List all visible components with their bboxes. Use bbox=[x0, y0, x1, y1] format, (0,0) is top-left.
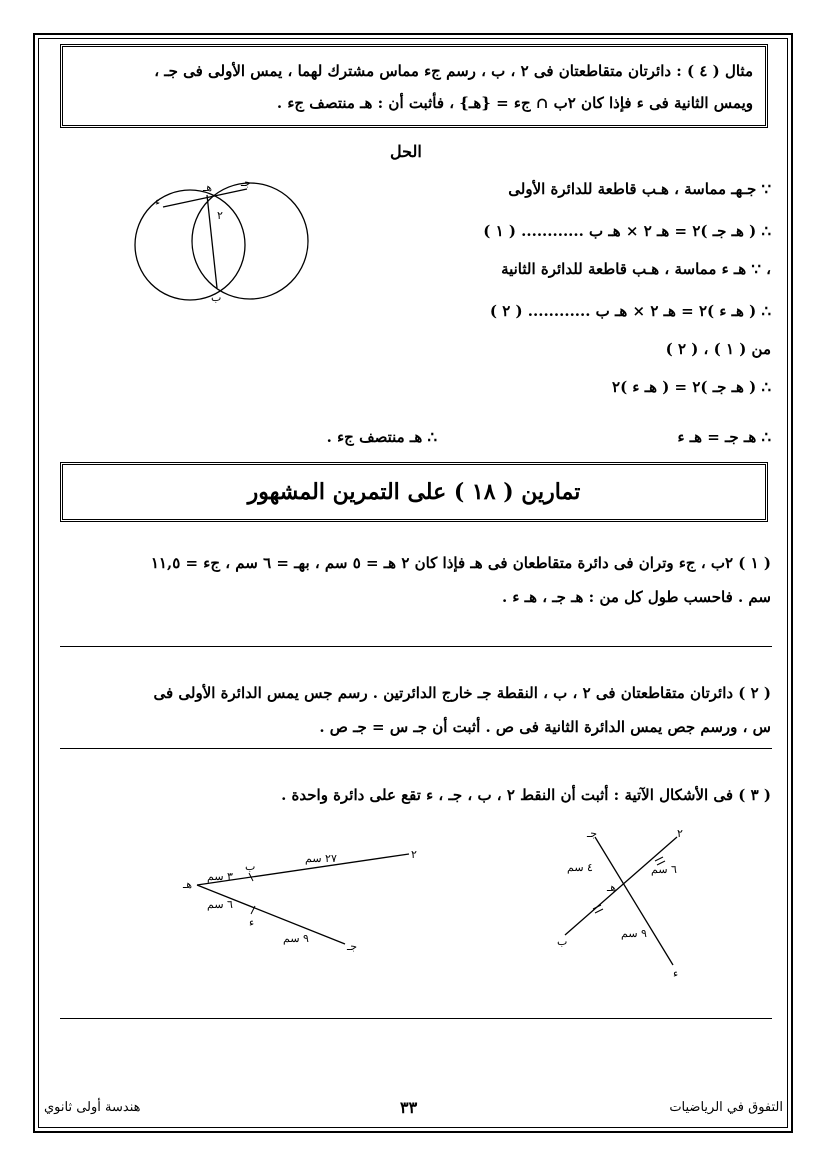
solution-step-6: ∴ ( هـ جـ )٢ = ( هـ ء )٢ bbox=[612, 378, 771, 396]
solution-conclusion-b: ∴ هـ منتصف جء . bbox=[326, 428, 437, 446]
exercise-2 bbox=[72, 676, 771, 744]
exercise-3 bbox=[72, 778, 771, 812]
label-a: ٢ bbox=[677, 827, 683, 840]
divider-1 bbox=[60, 646, 772, 647]
example-line-2: ويمس الثانية فى ء فإذا كان ٢ب ∩ جء = {هـ} ، فأثبت أن : هـ منتصف جء . bbox=[276, 94, 753, 112]
label-a: ٢ bbox=[217, 209, 223, 222]
label-j: جـ bbox=[587, 827, 598, 840]
label-h: هـ bbox=[183, 878, 193, 891]
label-b: ب bbox=[557, 935, 568, 948]
label-b: ب bbox=[211, 291, 222, 304]
measure-9: ٩ سم bbox=[621, 927, 647, 940]
footer-left: هندسة أولى ثانوي bbox=[44, 1100, 141, 1115]
footer-right: التفوق في الرياضيات bbox=[669, 1100, 783, 1115]
divider-2 bbox=[60, 748, 772, 749]
line-j-d bbox=[595, 837, 673, 965]
solution-step-1: ∵ جـهـ مماسة ، هـب قاطعة للدائرة الأولى bbox=[508, 180, 771, 198]
exercise-1-line-2: سم . فاحسب طول كل من : هـ جـ ، هـ ء . bbox=[501, 588, 771, 606]
label-j: جـ bbox=[347, 940, 358, 953]
measure-27: ٢٧ سم bbox=[305, 852, 337, 865]
label-a: ٢ bbox=[411, 848, 417, 861]
first-circle bbox=[135, 190, 245, 300]
exercise-2-line-2: س ، ورسم جص يمس الدائرة الثانية فى ص . أثبت أن جـ س = جـ ص . bbox=[319, 718, 771, 736]
solution-step-2: ∴ ( هـ جـ )٢ = هـ ٢ × هـ ب ............ ( ١ ) bbox=[483, 222, 771, 240]
exercise-1 bbox=[72, 546, 771, 614]
label-d: ء bbox=[673, 967, 679, 980]
measure-6: ٦ سم bbox=[207, 898, 233, 911]
figure-secants bbox=[175, 840, 425, 955]
solution-step-3: ، ∵ هـ ء مماسة ، هـب قاطعة للدائرة الثانية bbox=[501, 260, 771, 278]
exercises-title: تمارين ( ١٨ ) على التمرين المشهور bbox=[247, 479, 581, 505]
solution-step-4: ∴ ( هـ ء )٢ = هـ ٢ × هـ ب ............ ( ٢ ) bbox=[489, 302, 771, 320]
example-line-1: مثال ( ٤ ) : دائرتان متقاطعتان فى ٢ ، ب ، رسم جء مماس مشترك لهما ، يمس الأولى فى جـ ، bbox=[154, 62, 753, 80]
label-h: هـ bbox=[607, 881, 617, 894]
figure-crossing-lines bbox=[555, 825, 705, 980]
exercise-2-line-1: ( ٢ ) دائرتان متقاطعتان فى ٢ ، ب ، النقطة جـ خارج الدائرتين . رسم جس يمس الدائرة الأولى فى bbox=[153, 684, 771, 702]
measure-3: ٣ سم bbox=[207, 870, 233, 883]
exercise-1-line-1: ( ١ ) ٢ب ، جء وتران فى دائرة متقاطعان فى هـ فإذا كان ٢ هـ = ٥ سم ، بهـ = ٦ سم ، جء = ١١,٥ bbox=[150, 554, 771, 572]
measure-4: ٤ سم bbox=[567, 861, 593, 874]
label-j: جـ bbox=[241, 176, 252, 189]
secant-line bbox=[207, 195, 217, 288]
label-d: ء bbox=[249, 916, 255, 929]
second-circle bbox=[192, 183, 308, 299]
measure-6: ٦ سم bbox=[651, 863, 677, 876]
page-number: ٣٣ bbox=[400, 1098, 418, 1117]
example-box bbox=[60, 44, 768, 128]
label-b: ب bbox=[245, 860, 256, 873]
measure-9: ٩ سم bbox=[283, 932, 309, 945]
solution-step-5: من ( ١ ) ، ( ٢ ) bbox=[665, 340, 771, 358]
line-a-b bbox=[565, 837, 677, 935]
divider-3 bbox=[60, 1018, 772, 1019]
exercise-3-line-1: ( ٣ ) فى الأشكال الآتية : أثبت أن النقط ٢ ، ب ، جـ ، ء تقع على دائرة واحدة . bbox=[281, 786, 771, 804]
solution-conclusion-a: ∴ هـ جـ = هـ ء bbox=[677, 428, 771, 446]
label-h: هـ bbox=[203, 181, 213, 194]
figure-two-circles bbox=[125, 175, 325, 310]
solution-title: الحل bbox=[390, 142, 422, 161]
exercises-title-box bbox=[60, 462, 768, 522]
secant-lower bbox=[197, 885, 345, 944]
label-d: ء bbox=[155, 195, 161, 208]
